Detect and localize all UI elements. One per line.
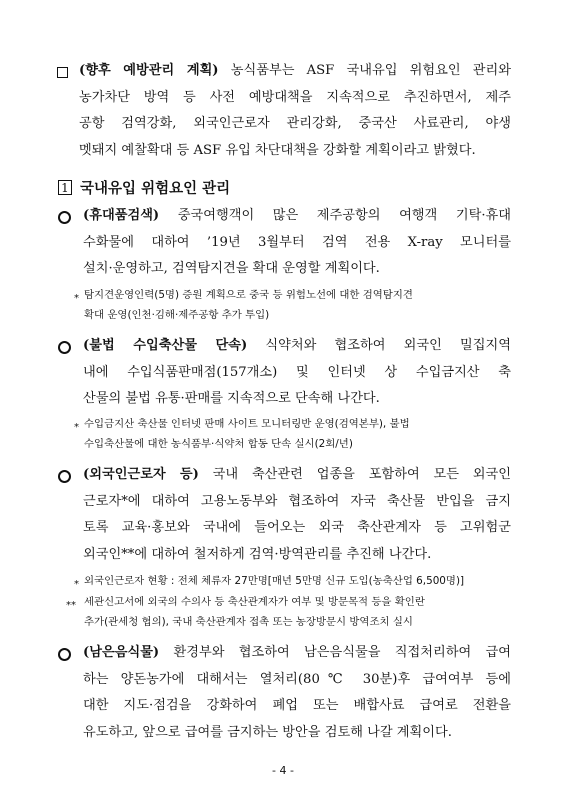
item-line: 토록 교육·홍보와 국내에 들어오는 외국 축산관계자 등 고위험군	[83, 520, 511, 535]
lead-in-label: (남은음식물)	[83, 645, 160, 660]
square-bullet-icon	[57, 66, 68, 82]
footnote-line: 추가(관세청 협의), 국내 축산관계자 접촉 또는 농장방문시 방역조치 실시	[84, 616, 413, 628]
item-line: 외국인**에 대하여 철저하게 검역·방역관리를 추진해 나간다.	[83, 546, 432, 562]
note-mark: *	[74, 422, 79, 433]
lead-in-label: (향후 예방관리 계획)	[79, 63, 219, 78]
item-paragraph	[83, 333, 511, 413]
item-line: 대한 지도·점검을 강화하여 폐업 또는 배합사료 급여로 전환을	[83, 698, 511, 713]
note-mark: *	[74, 579, 79, 590]
item-line: 근로자*에 대하여 고용노동부와 협조하여 자국 축산물 반입을 금지	[83, 493, 511, 509]
item-line: (불법 수입축산물 단속) 식약처와 협조하여 외국인 밀집지역	[83, 338, 511, 353]
intro-line: (향후 예방관리 계획) 농식품부는 ASF 국내유입 위험요인 관리와	[79, 63, 511, 78]
intro-line: 농가차단 방역 등 사전 예방대책을 지속적으로 추진하면서, 제주	[79, 89, 511, 105]
item-paragraph	[83, 462, 511, 568]
section-heading	[58, 177, 230, 198]
footnote-line: 확대 운영(인천·김해·제주공항 추가 투입)	[84, 309, 270, 321]
footnote-line: 수입금지산 축산물 인터넷 판매 사이트 모니터링반 운영(검역본부), 불법	[84, 418, 410, 430]
intro-paragraph	[79, 58, 511, 164]
item-paragraph	[83, 640, 511, 746]
page-number: - 4 -	[272, 764, 294, 777]
item-line: 설치·운영하고, 검역탐지견을 확대 운영할 계획이다.	[83, 261, 380, 276]
intro-line: 멧돼지 예찰확대 등 ASF 유입 차단대책을 강화할 계획이라고 밝혔다.	[79, 142, 476, 158]
circle-bullet-icon	[58, 470, 71, 487]
footnote	[84, 414, 514, 454]
item-paragraph	[83, 203, 511, 283]
note-mark: *	[74, 293, 79, 304]
item-line: 산물의 불법 유통·판매를 지속적으로 단속해 나간다.	[83, 391, 380, 406]
footnote	[84, 571, 514, 591]
footnote-line: 세관신고서에 외국의 수의사 등 축산관계자가 여부 및 방문목적 등을 확인란	[84, 596, 425, 608]
section-number-box: 1	[58, 180, 72, 195]
circle-bullet-icon	[58, 648, 71, 665]
note-mark: **	[66, 600, 76, 611]
footnote-line: 탐지견운영인력(5명) 증원 계획으로 중국 등 위험노선에 대한 검역탐지견	[84, 289, 413, 301]
item-line: (남은음식물) 환경부와 협조하여 남은음식물을 직접처리하여 급여	[83, 645, 511, 660]
item-line: (외국인근로자 등) 국내 축산관련 업종을 포함하여 모든 외국인	[83, 467, 511, 482]
circle-bullet-icon	[58, 341, 71, 358]
item-line: 내에 수입식품판매점(157개소) 및 인터넷 상 수입금지산 축	[83, 364, 511, 380]
footnote-line: 수입축산물에 대한 농식품부·식약처 합동 단속 실시(2회/년)	[84, 438, 353, 450]
lead-in-label: (휴대품검색)	[83, 208, 160, 223]
intro-line: 공항 검역강화, 외국인근로자 관리강화, 중국산 사료관리, 야생	[79, 116, 511, 131]
footnote	[84, 592, 514, 632]
footnote	[84, 285, 514, 325]
lead-in-label: (불법 수입축산물 단속)	[83, 338, 248, 353]
item-line: 하는 양돈농가에 대해서는 열처리(80℃ 30분)후 급여여부 등에	[83, 671, 511, 687]
section-title: 국내유입 위험요인 관리	[80, 180, 231, 197]
circle-bullet-icon	[58, 211, 71, 228]
footnote-line: 외국인근로자 현황 : 전체 체류자 27만명[매년 5만명 신규 도입(농축산업 6,500명)]	[84, 575, 465, 587]
item-line: 유도하고, 앞으로 급여를 금지하는 방안을 검토해 나갈 계획이다.	[83, 724, 452, 740]
item-line: (휴대품검색) 중국여행객이 많은 제주공항의 여행객 기탁·휴대	[83, 208, 511, 223]
item-line: 수화물에 대하여 ’19년 3월부터 검역 전용 X-ray 모니터를	[83, 234, 511, 250]
lead-in-label: (외국인근로자 등)	[83, 467, 199, 482]
